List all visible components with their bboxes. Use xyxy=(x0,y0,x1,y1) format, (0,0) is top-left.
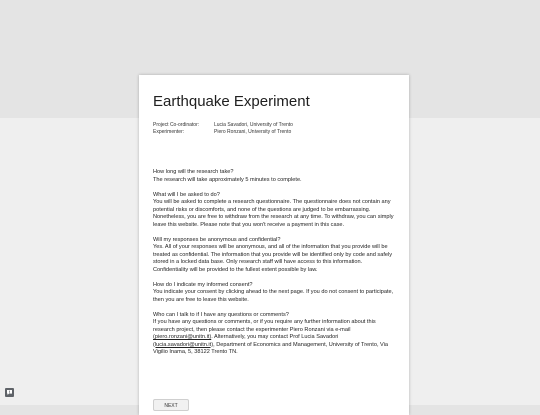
experimenter-label: Experimenter: xyxy=(153,129,185,135)
section-answer: You will be asked to complete a research questionnaire. The questionnaire does not contain any potential risks or discomforts, and none of the questions are judged to be embarrassing. Nonetheless, you are free to withdraw from the research at any time. To withdraw, you can simply leave this website. Please note that you won't receive a payment in this case. xyxy=(153,199,394,228)
project-info xyxy=(153,122,293,136)
section-consent xyxy=(153,282,397,305)
section-question: What will I be asked to do? xyxy=(153,191,220,198)
feedback-icon xyxy=(5,388,14,397)
section-question: Who can I talk to if I have any questions or comments? xyxy=(153,311,289,318)
section-answer: The research will take approximately 5 minutes to complete. xyxy=(153,176,302,183)
section-question: How do I indicate my informed consent? xyxy=(153,281,253,288)
email-link-savadori[interactable]: (lucia.savadori@unitn.it) xyxy=(153,341,214,348)
section-question: Will my responses be anonymous and confidential? xyxy=(153,236,281,243)
survey-card xyxy=(139,75,409,415)
section-tasks xyxy=(153,192,397,230)
feedback-button[interactable] xyxy=(5,388,14,397)
consent-text xyxy=(153,169,397,364)
section-anonymity xyxy=(153,237,397,275)
next-button[interactable]: NEXT xyxy=(153,399,189,411)
contact-text: , Department of Economics and Management, University of Trento, Via Vigilio Inama, 5, 38122 Trento TN. xyxy=(153,341,389,355)
experimenter-value: Piero Ronzani, University of Trento xyxy=(214,129,292,135)
coordinator-label: Project Co-ordinator: xyxy=(153,122,200,128)
experimenter-row xyxy=(153,129,293,136)
contact-text: If you have any questions or comments, or if you require any further information about this research project, then please contact the experimenter Piero Ronzani via e-mail xyxy=(153,319,376,333)
coordinator-row xyxy=(153,122,293,129)
page-title: Earthquake Experiment xyxy=(153,93,310,110)
section-duration xyxy=(153,169,397,184)
coordinator-value: Lucia Savadori, University of Trento xyxy=(214,122,293,128)
section-answer xyxy=(153,319,397,357)
section-answer: You indicate your consent by clicking ahead to the next page. If you do not consent to participate, then you are free to leave this website. xyxy=(153,289,394,303)
section-question: How long will the research take? xyxy=(153,169,234,175)
section-answer: Yes. All of your responses will be anonymous, and all of the information that you provide will be treated as confidential. The information that you provide will be identified only by code and safely stored in a locked data base. Only research staff will have access to this information. Confidentiality will be provided to the fullest extent possible by law. xyxy=(153,244,393,273)
section-contact xyxy=(153,312,397,357)
email-link-ronzani[interactable]: (piero.ronzani@unitn.it) xyxy=(153,334,212,340)
contact-text: . Alternatively, you may contact Prof Lucia Savadori xyxy=(211,334,339,340)
